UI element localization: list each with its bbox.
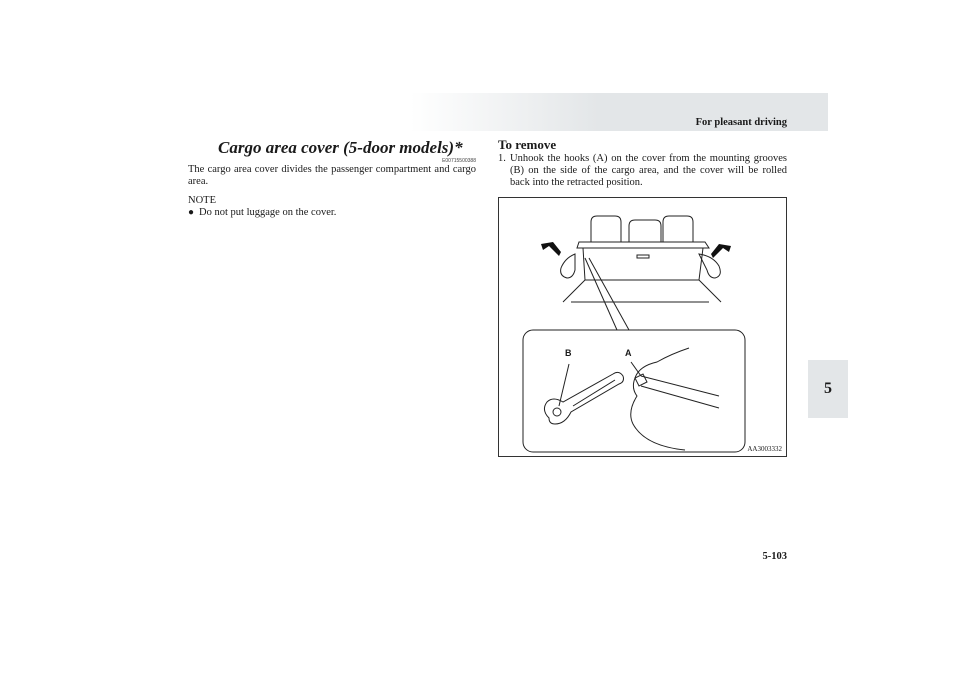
illustration-figure [498,197,787,457]
note-item [188,207,476,219]
label-b: B [565,348,572,358]
step-number: 1. [498,153,506,164]
note-text: Do not put luggage on the cover. [199,207,337,218]
section-title: Cargo area cover (5-door models)* [218,138,463,157]
figure-code: AA3003332 [747,445,782,453]
description-paragraph: The cargo area cover divides the passenger compartment and cargo area. [188,164,476,187]
page-header-title: For pleasant driving [695,117,787,128]
seat-icon [591,216,693,242]
step-text: Unhook the hooks (A) on the cover from the mounting grooves (B) on the side of the cargo area, and the cover will be rolled back into the retracted position. [510,153,787,188]
step-item [498,153,787,189]
reference-code: E00715500388 [442,158,476,164]
chapter-number: 5 [824,380,832,397]
note-label: NOTE [188,195,216,206]
left-column [188,138,476,219]
page-number: 5-103 [762,551,787,562]
subsection-title: To remove [498,137,557,152]
cargo-cover-illustration [499,198,786,456]
chapter-tab [808,360,848,418]
bullet-icon: ● [188,207,195,218]
right-column [498,137,787,189]
label-a: A [625,348,632,358]
